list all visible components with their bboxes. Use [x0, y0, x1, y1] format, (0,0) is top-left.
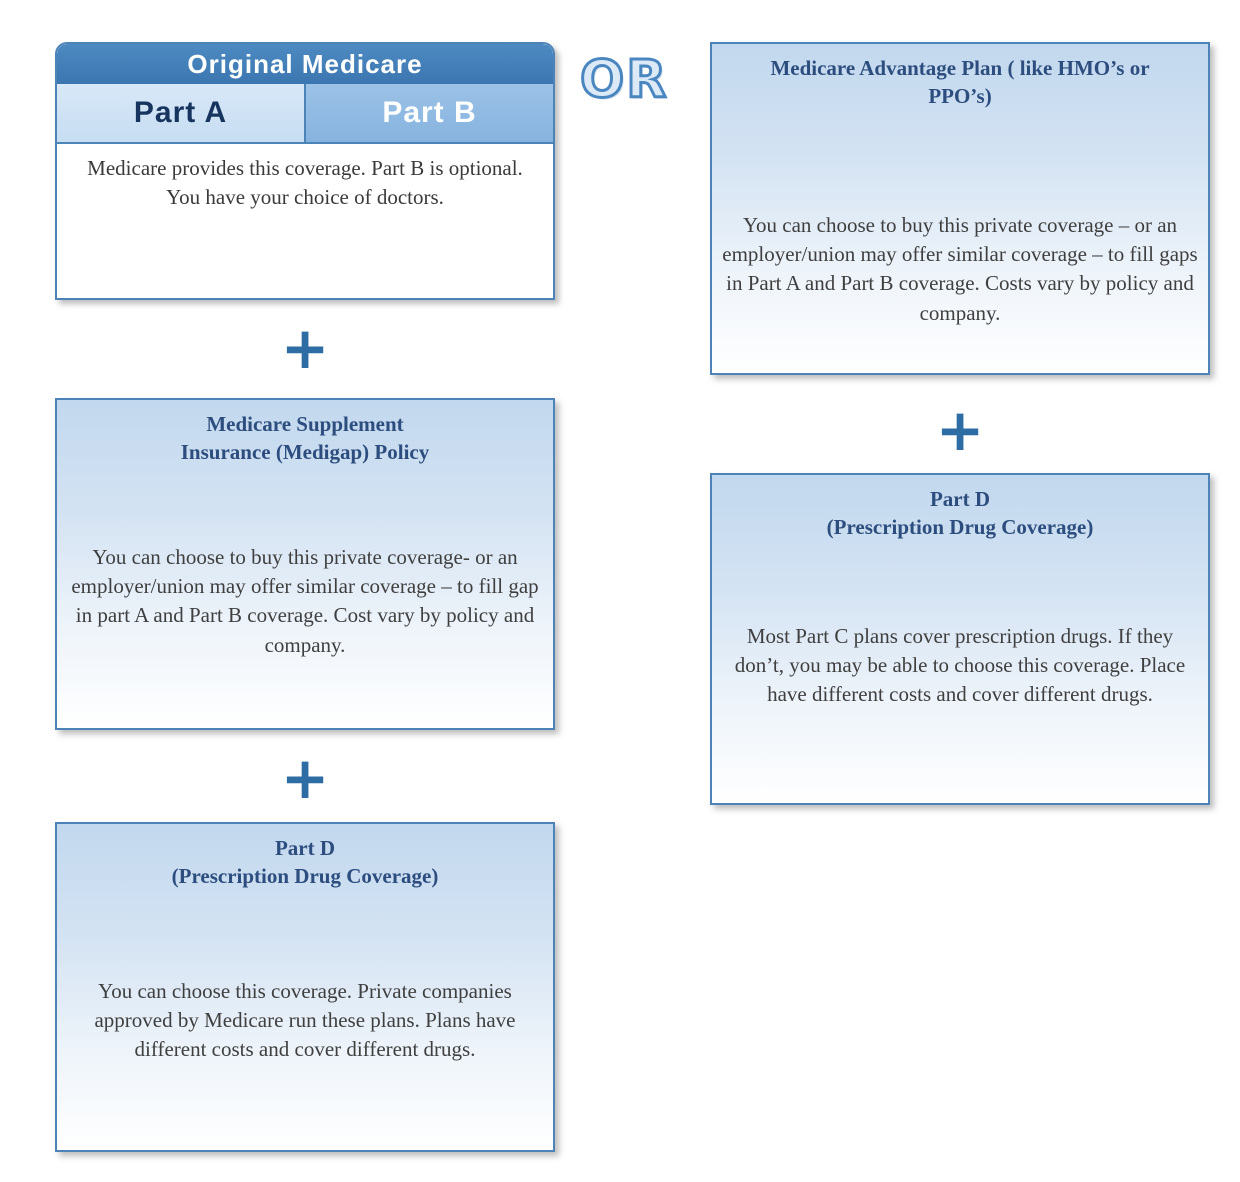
- medigap-title-line2: Insurance (Medigap) Policy: [180, 440, 430, 465]
- medicare-advantage-title: Medicare Advantage Plan ( like HMO’s or PPO’s): [770, 56, 1150, 109]
- original-medicare-header: Original Medicare: [57, 44, 553, 84]
- medigap-title: [57, 400, 553, 467]
- part-d-right-body: Most Part C plans cover prescription drugs. If they don’t, you may be able to choose this coverage. Place have different costs and cover different drugs.: [734, 623, 1186, 707]
- part-d-right-title-line1: Part D: [929, 487, 991, 511]
- parts-row: [57, 84, 553, 144]
- part-b-cell: Part B: [306, 84, 553, 142]
- part-d-left-title-line2: (Prescription Drug Coverage): [171, 864, 439, 889]
- part-d-right-title-line2: (Prescription Drug Coverage): [826, 515, 1094, 540]
- part-d-left-box: [55, 822, 555, 1152]
- original-medicare-box: [55, 42, 555, 300]
- part-d-right-box: [710, 473, 1210, 805]
- medigap-title-line1: Medicare Supplement: [206, 412, 404, 436]
- medicare-advantage-box: [710, 42, 1210, 375]
- plus-sign-left-1: +: [280, 314, 330, 382]
- medigap-box: [55, 398, 555, 730]
- part-d-left-title-line1: Part D: [274, 836, 336, 860]
- or-label: OR: [580, 50, 669, 110]
- original-medicare-body: Medicare provides this coverage. Part B is optional. You have your choice of doctors.: [87, 156, 523, 210]
- plus-sign-right: +: [935, 396, 985, 464]
- part-d-right-title: [712, 475, 1208, 542]
- part-a-cell: Part A: [57, 84, 306, 142]
- medigap-body: You can choose to buy this private coverage- or an employer/union may offer similar coverage – to fill gap in part A and Part B coverage. Cost vary by policy and company.: [71, 544, 539, 657]
- medicare-advantage-body: You can choose to buy this private coverage – or an employer/union may offer similar coverage – to fill gaps in Part A and Part B coverage. Costs vary by policy and company.: [722, 212, 1198, 325]
- part-d-left-title: [57, 824, 553, 891]
- plus-sign-left-2: +: [280, 744, 330, 812]
- part-d-left-body: You can choose this coverage. Private companies approved by Medicare run these plans. Plans have different costs and cover different drugs.: [94, 978, 516, 1062]
